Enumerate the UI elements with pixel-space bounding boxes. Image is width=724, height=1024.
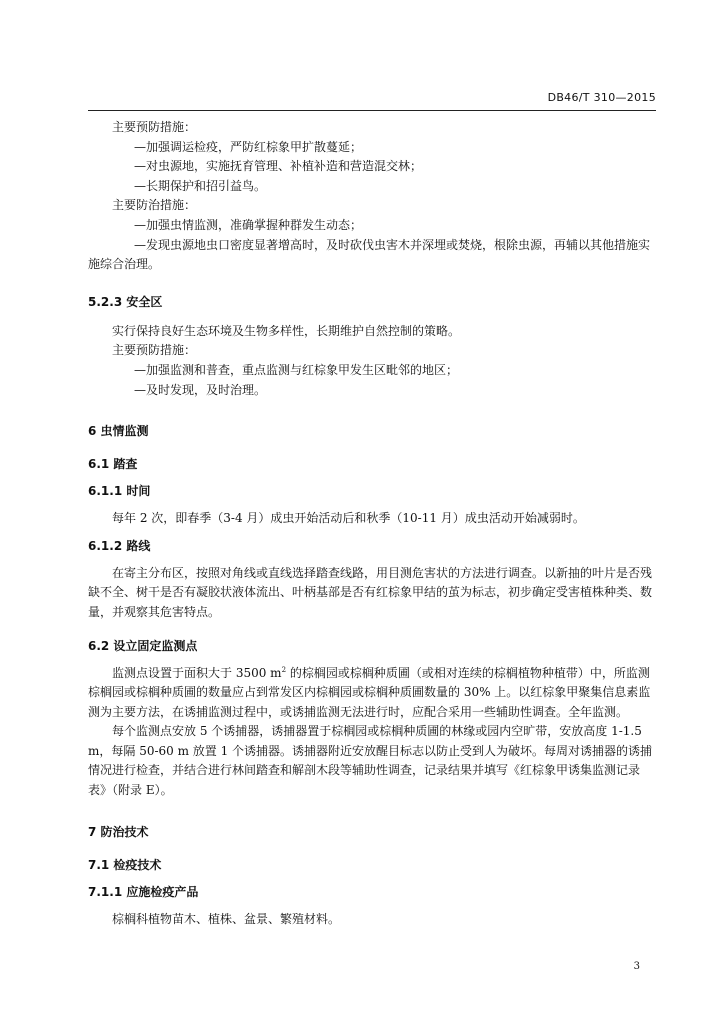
list-item: —及时发现，及时治理。 [134,382,267,397]
document-body [88,118,656,929]
list-item: —加强调运检疫，严防红棕象甲扩散蔓延； [134,139,363,154]
paragraph: 主要预防措施： [112,343,197,358]
section-heading: 7.1 检疫技术 [88,857,162,872]
section-heading: 6.2 设立固定监测点 [88,638,198,653]
chapter-heading: 7 防治技术 [88,824,149,839]
list-item: —加强监测和普查，重点监测与红棕象甲发生区毗邻的地区； [134,362,459,377]
paragraph: 每年 2 次，即春季（3-4 月）成虫开始活动后和秋季（10-11 月）成虫活动开始减弱时。 [112,511,585,526]
list-item: —加强虫情监测，准确掌握种群发生动态； [134,217,363,232]
paragraph: 在寄主分布区，按照对角线或直线选择踏查线路，用目测危害状的方法进行调查。以新抽的叶片是否残缺不全、树干是否有凝胶状液体流出、叶柄基部是否有红棕象甲结的茧为标志，初步确定受害植株种类、数量，并观察其危害特点。 [88,565,653,619]
list-item: —长期保护和招引益鸟。 [134,178,267,193]
document-code: DB46/T 310—2015 [547,91,656,104]
section-heading: 6.1 踏查 [88,457,138,472]
paragraph: 监测点设置于面积大于 3500 $m^2$ 的棕榈园或棕榈种质圃（或相对连续的棕榈植物种植带）中，所监测棕榈园或棕榈种质圃的数量应占到常发区内棕榈园或棕榈种质圃数量的 30% 上。以红棕象甲聚集信息素监测为主要方法，在诱捕监测过程中，或诱捕监测无法进行时，应配合采用一些辅助性调查。全年监测。 [88,665,651,719]
chapter-heading: 6 虫情监测 [88,424,149,439]
section-heading: 5.2.3 安全区 [88,294,163,309]
paragraph: 棕榈科植物苗木、植株、盆景、繁殖材料。 [112,911,341,926]
paragraph: 主要防治措施： [112,198,197,213]
paragraph: 主要预防措施： [112,120,197,134]
list-item: —对虫源地，实施抚育管理、补植补造和营造混交林； [134,159,423,174]
subsection-heading: 7.1.1 应施检疫产品 [88,884,199,899]
subsection-heading: 6.1.1 时间 [88,484,151,499]
list-item: —发现虫源地虫口密度显著增高时，及时砍伐虫害木并深埋或焚烧，根除虫源，再辅以其他措施实施综合治理。 [88,237,651,272]
paragraph: 每个监测点安放 5 个诱捕器，诱捕器置于棕榈园或棕榈种质圃的林缘或园内空旷带，安放高度 1-1.5 m，每隔 50-60 m 放置 1 个诱捕器。诱捕器附近安放醒目标志以防止受到人为破坏。每周对诱捕器的诱捕情况进行检查，并结合进行林间踏查和解剖木段等辅助性调查，记录结果并填写《红棕象甲诱集监测记录表》（附录 E）。 [88,724,653,798]
subsection-heading: 6.1.2 路线 [88,538,151,553]
page-number: 3 [633,961,640,972]
paragraph: 实行保持良好生态环境及生物多样性，长期维护自然控制的策略。 [112,323,461,338]
header-rule [88,110,656,111]
